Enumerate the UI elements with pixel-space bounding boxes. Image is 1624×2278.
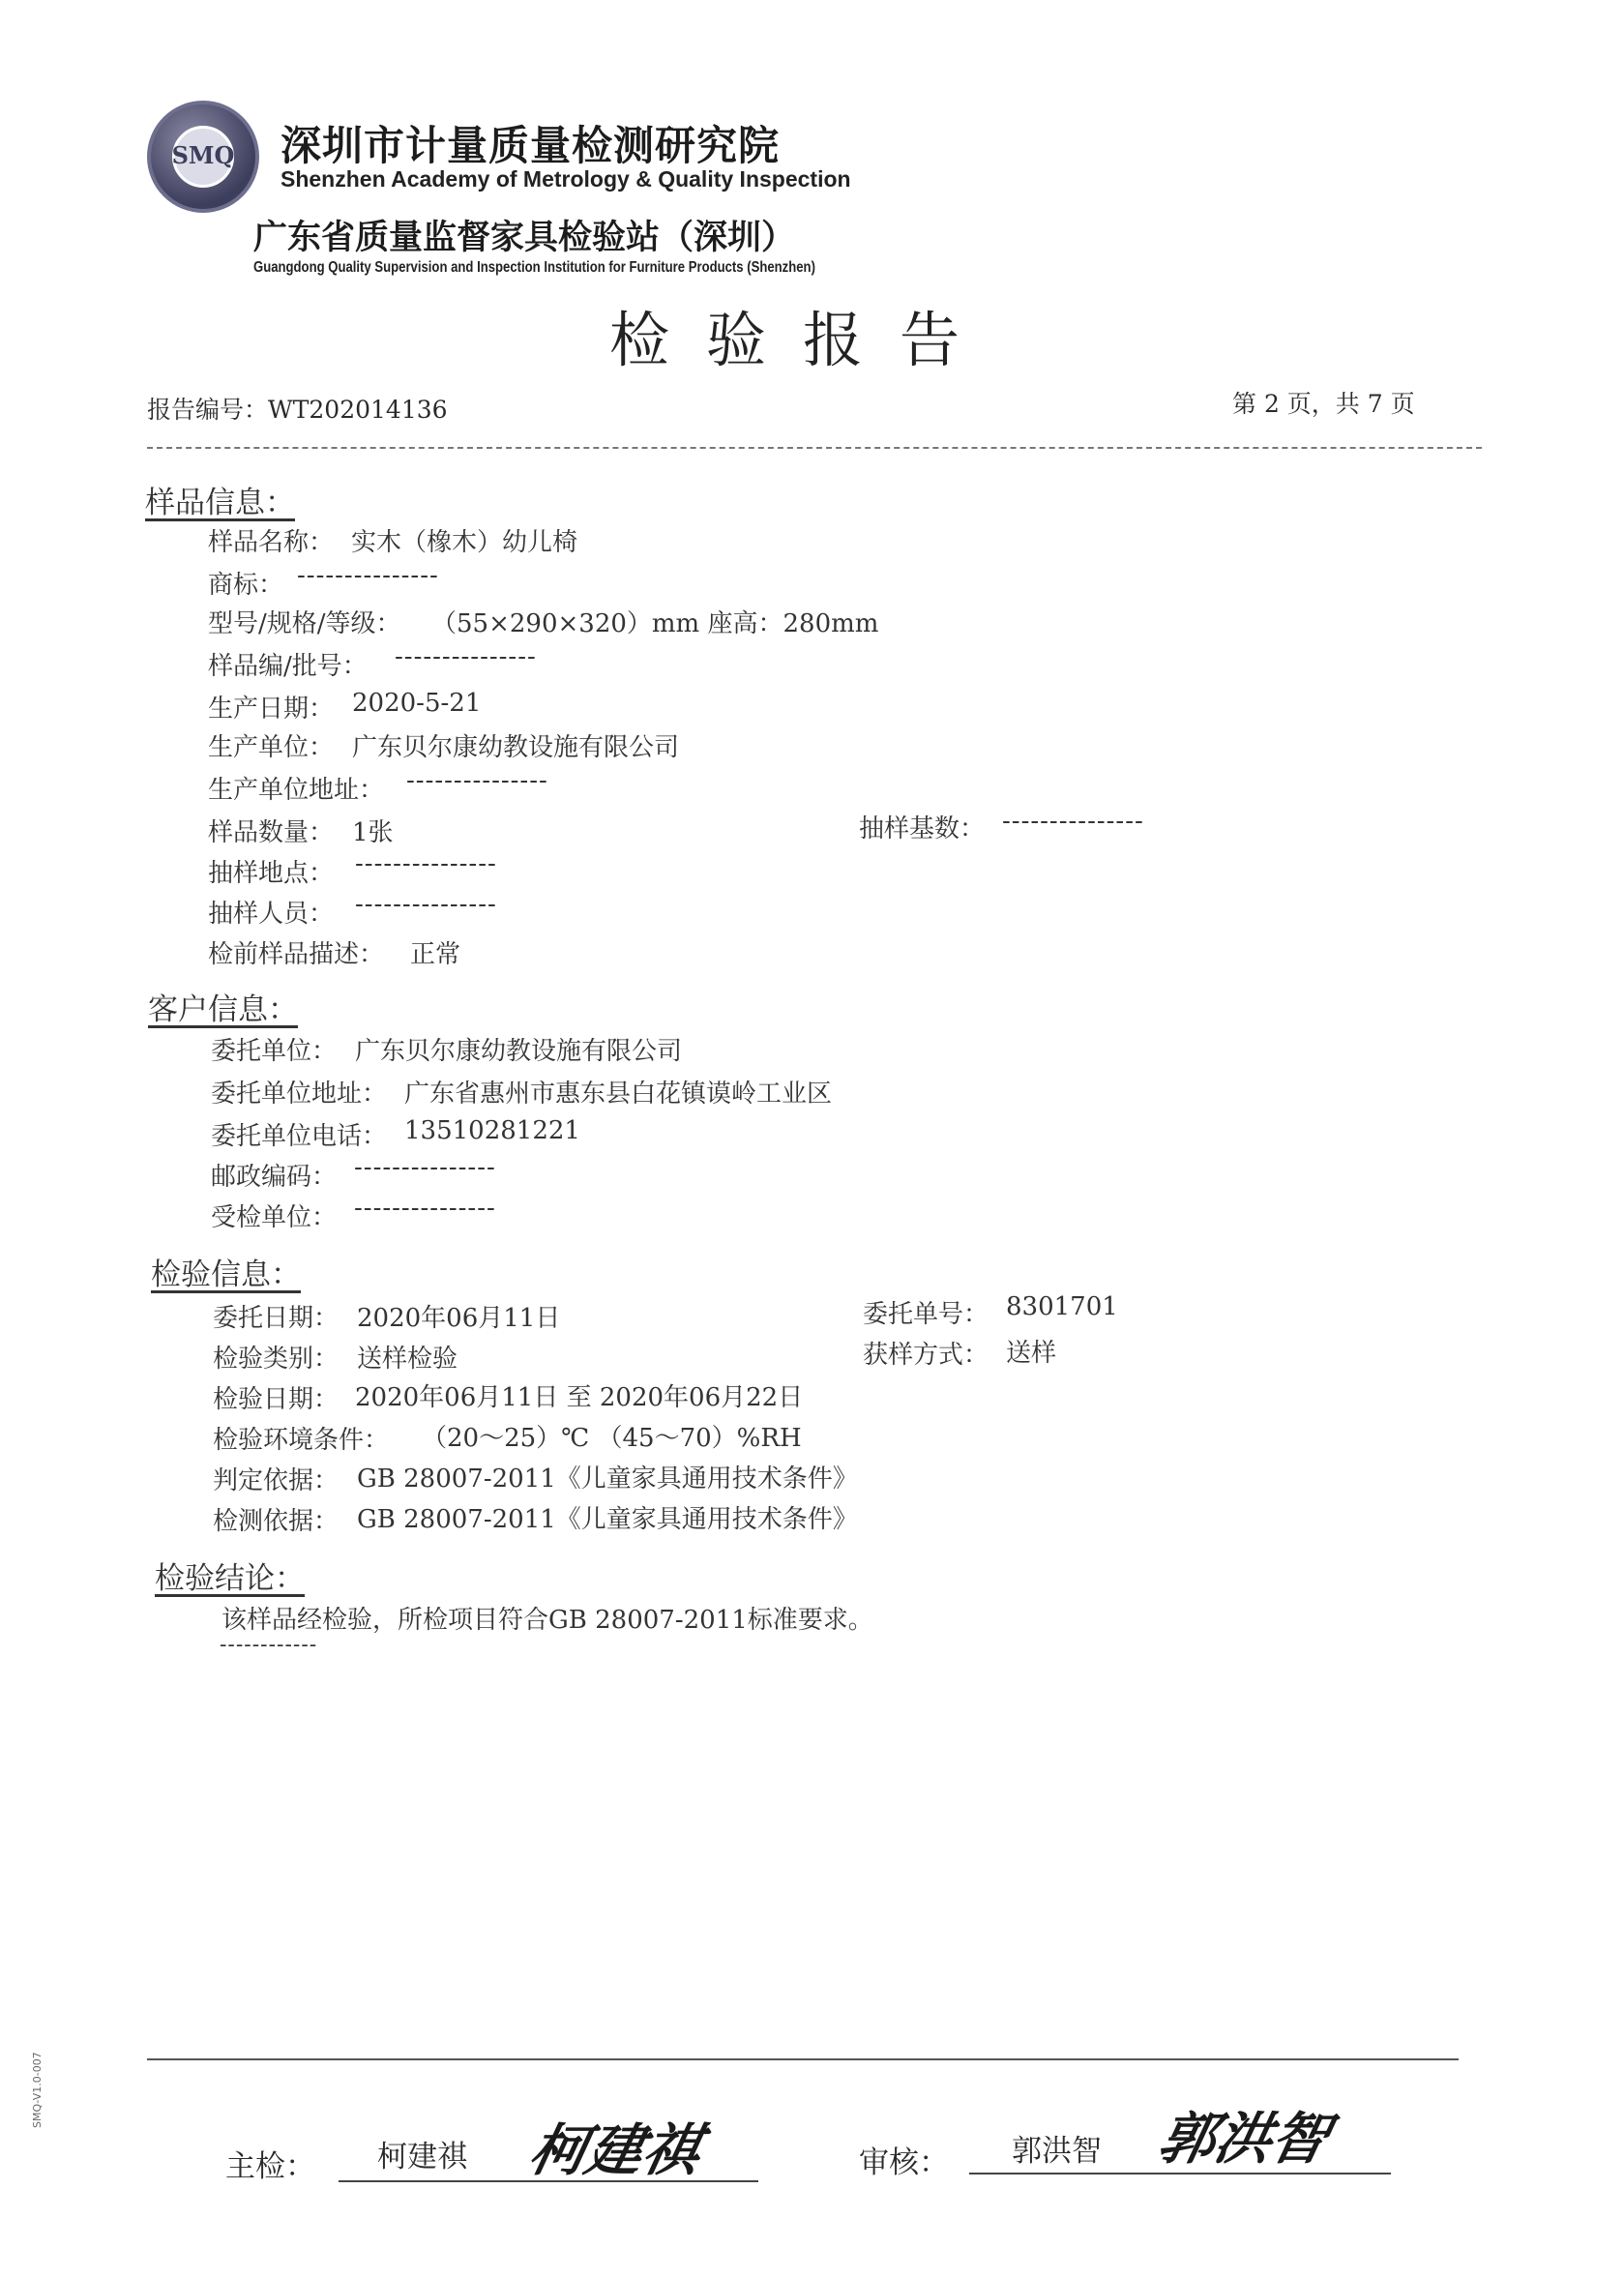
client-phone-value: 13510281221 <box>404 1116 580 1145</box>
report-number-value: WT202014136 <box>268 396 448 424</box>
section-heading-client: 客户信息： <box>148 992 298 1027</box>
sampling-base-label: 抽样基数： <box>859 814 986 843</box>
org-name-cn: 深圳市计量质量检测研究院 <box>281 122 781 169</box>
inspection-date-value: 2020年06月11日 至 2020年06月22日 <box>355 1383 804 1412</box>
reviewer-name: 郭洪智 <box>1012 2134 1102 2169</box>
test-basis-label: 检测依据： <box>213 1507 340 1536</box>
logo-text: SMQ <box>171 141 235 169</box>
postal-code-value: --------------- <box>354 1153 496 1182</box>
inspection-type-value: 送样检验 <box>357 1345 458 1374</box>
section-heading-conclusion: 检验结论： <box>155 1561 305 1596</box>
sample-description-value: 正常 <box>410 940 461 969</box>
batch-label: 样品编/批号： <box>208 652 368 681</box>
form-code: SMQ-V1.0-007 <box>31 2052 44 2128</box>
client-phone-label: 委托单位电话： <box>211 1122 388 1151</box>
inspected-unit-label: 受检单位： <box>211 1203 338 1232</box>
entrust-date-value: 2020年06月11日 <box>357 1304 561 1333</box>
order-number-value: 8301701 <box>1006 1292 1118 1321</box>
model-value: （55×290×320）mm 座高：280mm <box>431 609 879 638</box>
model-label: 型号/规格/等级： <box>208 609 401 638</box>
manufacturer-value: 广东贝尔康幼教设施有限公司 <box>352 733 680 762</box>
section-heading-sample: 样品信息： <box>145 486 295 520</box>
test-basis-value: GB 28007-2011《儿童家具通用技术条件》 <box>357 1505 858 1534</box>
manufacturer-address-label: 生产单位地址： <box>208 776 385 805</box>
inspector-label: 主检： <box>225 2149 315 2184</box>
inspection-type-label: 检验类别： <box>213 1345 340 1374</box>
client-unit-value: 广东贝尔康幼教设施有限公司 <box>355 1037 683 1066</box>
page-info: 第 2 页，共 7 页 <box>1232 390 1415 418</box>
sampling-person-label: 抽样人员： <box>208 900 335 929</box>
document-title: 检验报告 <box>609 305 997 375</box>
production-date-value: 2020-5-21 <box>352 689 482 718</box>
sample-quantity-value: 1张 <box>352 818 394 847</box>
postal-code-label: 邮政编码： <box>211 1163 338 1192</box>
batch-value: --------------- <box>395 642 537 671</box>
report-number <box>147 391 448 426</box>
header-divider <box>147 447 1482 449</box>
sampling-method-value: 送样 <box>1006 1339 1057 1368</box>
client-address-value: 广东省惠州市惠东县白花镇谟岭工业区 <box>404 1080 833 1109</box>
reviewer-signature: 郭洪智 <box>1152 2106 1336 2172</box>
sample-name-value: 实木（橡木）幼儿椅 <box>351 528 578 557</box>
client-address-label: 委托单位地址： <box>211 1080 388 1109</box>
sampling-base-value: --------------- <box>1002 807 1144 836</box>
environment-label: 检验环境条件： <box>213 1426 390 1455</box>
judgment-basis-label: 判定依据： <box>213 1466 340 1495</box>
station-name-en: Guangdong Quality Supervision and Inspection Institution for Furniture Products (Shenzhen) <box>253 259 815 276</box>
smq-logo <box>147 101 259 213</box>
report-number-label: 报告编号： <box>147 396 269 424</box>
inspection-date-label: 检验日期： <box>213 1385 340 1414</box>
sampling-method-label: 获样方式： <box>863 1341 989 1370</box>
sampling-person-value: --------------- <box>355 890 497 919</box>
production-date-label: 生产日期： <box>208 695 335 724</box>
station-name-cn: 广东省质量监督家具检验站（深圳） <box>253 219 796 257</box>
judgment-basis-value: GB 28007-2011《儿童家具通用技术条件》 <box>357 1464 858 1494</box>
conclusion-end-mark: ------------ <box>220 1633 318 1657</box>
brand-value: --------------- <box>297 561 439 590</box>
sampling-place-value: --------------- <box>355 849 497 878</box>
manufacturer-address-value: --------------- <box>406 766 548 795</box>
inspector-signature: 柯建祺 <box>523 2117 707 2183</box>
environment-value: （20～25）℃ （45～70）%RH <box>422 1424 802 1453</box>
sample-quantity-label: 样品数量： <box>208 818 335 847</box>
brand-label: 商标： <box>208 571 284 600</box>
sample-description-label: 检前样品描述： <box>208 940 385 969</box>
order-number-label: 委托单号： <box>863 1300 989 1329</box>
reviewer-label: 审核： <box>859 2145 949 2180</box>
inspected-unit-value: --------------- <box>354 1194 496 1223</box>
sample-name-label: 样品名称： <box>208 528 335 557</box>
inspector-name: 柯建祺 <box>377 2140 467 2174</box>
conclusion-text: 该样品经检验，所检项目符合GB 28007-2011标准要求。 <box>221 1606 873 1635</box>
client-unit-label: 委托单位： <box>211 1037 338 1066</box>
manufacturer-label: 生产单位： <box>208 733 335 762</box>
org-name-en: Shenzhen Academy of Metrology & Quality Inspection <box>281 166 851 192</box>
entrust-date-label: 委托日期： <box>213 1304 340 1333</box>
sampling-place-label: 抽样地点： <box>208 859 335 888</box>
footer-divider <box>147 2058 1459 2060</box>
section-heading-inspection: 检验信息： <box>151 1257 301 1292</box>
inspector-signature-line <box>339 2180 758 2182</box>
reviewer-signature-line <box>969 2173 1391 2174</box>
